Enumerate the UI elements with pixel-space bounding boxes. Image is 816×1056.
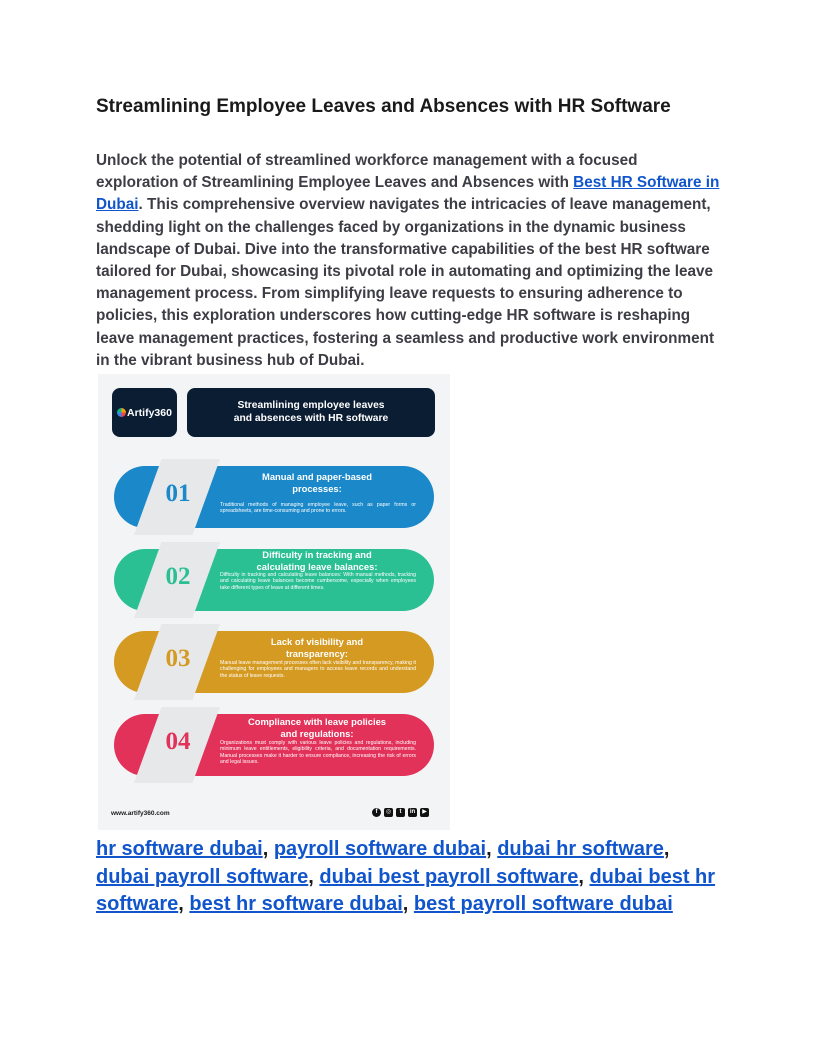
keyword-link[interactable]: best payroll software dubai (413, 893, 673, 915)
twitter-icon: t (396, 808, 405, 817)
keyword-link[interactable]: payroll software dubai (273, 838, 487, 860)
page-title: Streamlining Employee Leaves and Absences with HR Software (96, 96, 671, 117)
step-2-title: Difficulty in tracking and calculating leave balances: (256, 549, 378, 572)
infographic-header (187, 388, 435, 437)
logo-mark-icon (117, 408, 126, 417)
step-4-number: 04 (165, 728, 191, 755)
logo-text: Artify360 (127, 406, 172, 419)
keyword-separator: , (578, 865, 590, 888)
keyword-link[interactable]: best hr software dubai (189, 893, 403, 915)
keyword-link[interactable]: hr software dubai (96, 838, 263, 860)
keyword-separator: , (663, 838, 670, 860)
keyword-separator: , (308, 865, 320, 888)
youtube-icon: ▶ (420, 808, 429, 817)
intro-paragraph (96, 150, 722, 372)
step-4-title: Compliance with leave policies and regulations: (247, 716, 387, 739)
linkedin-icon: in (409, 809, 416, 815)
intro-text-after: . This comprehensive overview navigates the intricacies of leave management, shedding light on the challenges faced by organizations in the dynamic business landscape of Dubai. Dive into the transformative capabilities of the best HR software tailored for Dubai, showcasing its pivotal role in automating and optimizing the leave management process. From simplifying leave requests to ensuring adherence to policies, this exploration underscores how cutting-edge HR software is reshaping leave management practices, fostering a seamless and productive work environment in the vibrant business hub of Dubai. (96, 196, 715, 369)
step-1-description: Traditional methods of managing employee leave, such as paper forms or spreadsheets, are time-consuming and prone to errors. (220, 502, 416, 515)
step-2-description: Difficulty in tracking and calculating leave balances: With manual methods, tracking and calculating leave balances become cumbersome, especially when employees take different types of leave at different times. (220, 572, 416, 591)
infographic-image (98, 374, 450, 830)
instagram-icon: ◎ (385, 809, 392, 815)
intro-text-before: Unlock the potential of streamlined workforce management with a focused exploration of Streamlining Employee Leaves and Absences with (96, 152, 638, 192)
keyword-separator: , (178, 893, 190, 915)
facebook-icon: f (372, 808, 381, 817)
keyword-separator: , (402, 893, 414, 915)
step-1-number: 01 (165, 480, 191, 507)
keyword-links (96, 836, 726, 919)
best-hr-software-link[interactable]: Best HR Software in Dubai (96, 174, 720, 214)
social-icons (372, 808, 429, 817)
infographic-footer-url: www.artify360.com (111, 810, 170, 817)
keyword-link[interactable]: dubai best hr software (96, 865, 716, 915)
step-2-number: 02 (165, 563, 191, 590)
step-4-description: Organizations must comply with various leave policies and regulations, including minimum leave entitlements, eligibility criteria, and documentation requirements. Manual processes make it harder to ensure compliance, increasing the risk of errors and legal issues. (220, 740, 416, 766)
keyword-link[interactable]: dubai best payroll software (319, 865, 579, 888)
artify360-logo (112, 388, 177, 437)
infographic-header-text: Streamlining employee leaves and absences with HR software (233, 400, 389, 424)
keyword-separator: , (262, 838, 274, 860)
keyword-separator: , (486, 838, 498, 860)
step-3-title: Lack of visibility and transparency: (270, 636, 364, 659)
keyword-link[interactable]: dubai hr software (497, 838, 664, 860)
step-1-title: Manual and paper-based processes: (262, 471, 372, 494)
keyword-link[interactable]: dubai payroll software (96, 865, 309, 888)
step-3-description: Manual leave management processes often lack visibility and transparency, making it challenging for employees and managers to access leave records and understand the status of leave requests. (220, 660, 416, 679)
step-3-number: 03 (165, 645, 191, 672)
